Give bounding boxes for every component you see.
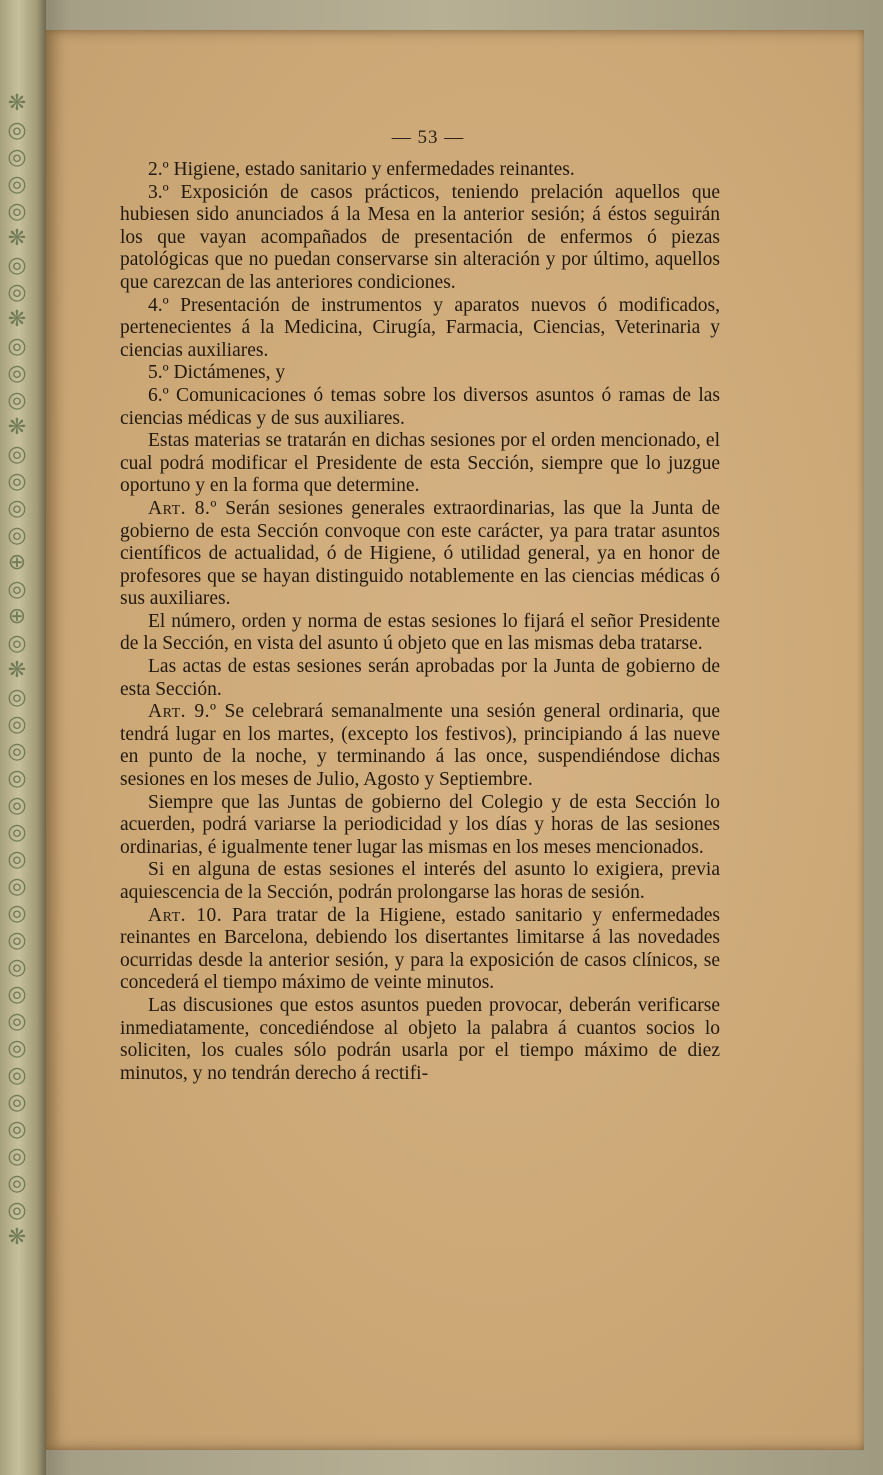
paragraph	[120, 859, 720, 904]
article-label: Art. 10.	[148, 904, 223, 926]
paragraph-text: Para tratar de la Higiene, estado sanitario y enfermedades reinantes en Barcelona, debiendo los disertantes limitarse á las novedades ocurridas desde la anterior sesión, y para la exposición de casos clínicos, se concederá el tiempo máximo de veinte minutos.	[120, 904, 721, 994]
paragraph-text: Serán sesiones generales extraordinarias, las que la Junta de gobierno de esta Sección convoque con este carácter, ya para tratar asuntos científicos de actualidad, ó de Higiene, ó utilidad general, ya en honor de profesores que se hayan distinguido notablemente en las ciencias médicas ó sus auxiliares.	[120, 497, 720, 610]
paragraph	[120, 611, 720, 656]
paragraph-text: 6.º Comunicaciones ó temas sobre los diversos asuntos ó ramas de las ciencias médicas y de sus auxiliares.	[120, 384, 720, 429]
page-body	[120, 159, 720, 1085]
paragraph-text: Siempre que las Juntas de gobierno del Colegio y de esta Sección lo acuerden, podrá variarse la periodicidad y los días y horas de las sesiones ordinarias, é igualmente tener lugar las mismas en los meses mencionados.	[120, 791, 720, 858]
paragraph-text: 2.º Higiene, estado sanitario y enfermedades reinantes.	[148, 159, 575, 180]
paragraph	[120, 362, 720, 385]
paragraph-text: Las discusiones que estos asuntos pueden provocar, deberán verificarse inmediatamente, concediéndose al objeto la palabra á cuantos socios lo soliciten, los cuales sólo podrán usarla por el tiempo máximo de diez minutos, y no tendrán derecho á rectifi-	[120, 994, 720, 1084]
paragraph	[120, 995, 720, 1085]
paragraph	[120, 498, 720, 611]
paragraph-text: El número, orden y norma de estas sesiones lo fijará el señor Presidente de la Sección, en vista del asunto ú objeto que en las mismas deba tratarse.	[120, 610, 720, 655]
paragraph-text: Si en alguna de estas sesiones el interés del asunto lo exigiera, previa aquiescencia de la Sección, podrán prolongarse las horas de sesión.	[120, 859, 720, 903]
paragraph-text: 3.º Exposición de casos prácticos, teniendo prelación aquellos que hubiesen sido anunciados á la Mesa en la anterior sesión; á éstos seguirán los que vayan acompañados de presentación de enfermos ó piezas patológicas que no puedan conservarse sin alteración y por último, aquellos que carezcan de las anteriores condiciones.	[120, 181, 720, 293]
article-label: Art. 9.º	[148, 701, 217, 723]
book-spine	[0, 0, 46, 1475]
paragraph-text: Estas materias se tratarán en dichas sesiones por el orden mencionado, el cual podrá modificar el Presidente de esta Sección, siempre que lo juzgue oportuno y en la forma que determine.	[120, 430, 720, 497]
paragraph	[120, 792, 720, 860]
paragraph-text: 5.º Dictámenes, y	[148, 362, 286, 384]
paragraph	[120, 182, 720, 295]
paragraph	[120, 656, 720, 701]
paragraph	[120, 385, 720, 430]
spine-ornament-icon: ❋ ◎ ◎ ◎ ◎ ❋ ◎ ◎ ❋ ◎ ◎ ◎ ❋ ◎ ◎ ◎ ◎ ⊕ ◎ ⊕ ◎ ❋ ◎ ◎ ◎ ◎ ◎ ◎ ◎ ◎ ◎ ◎ ◎ ◎ ◎ ◎ ◎ ◎ ◎ ◎ ◎ ◎ ❋	[7, 91, 27, 1250]
paragraph-text: Las actas de estas sesiones serán aprobadas por la Junta de gobierno de esta Sección.	[120, 656, 720, 700]
paragraph-text: 4.º Presentación de instrumentos y aparatos nuevos ó modificados, pertenecientes á la Medicina, Cirugía, Farmacia, Ciencias, Veterinaria y ciencias auxiliares.	[120, 294, 720, 361]
paragraph	[120, 430, 720, 498]
paragraph-text: Se celebrará semanalmente una sesión general ordinaria, que tendrá lugar en los martes, (excepto los festivos), principiando á las nueve en punto de la noche, y terminando á las once, suspendiéndose dichas sesiones en los meses de Julio, Agosto y Septiembre.	[120, 701, 720, 791]
paragraph	[120, 159, 720, 182]
paragraph	[120, 701, 720, 791]
article-label: Art. 8.º	[148, 497, 217, 519]
paragraph	[120, 295, 720, 363]
page-number: — 53 —	[391, 127, 465, 148]
paragraph	[120, 905, 720, 995]
